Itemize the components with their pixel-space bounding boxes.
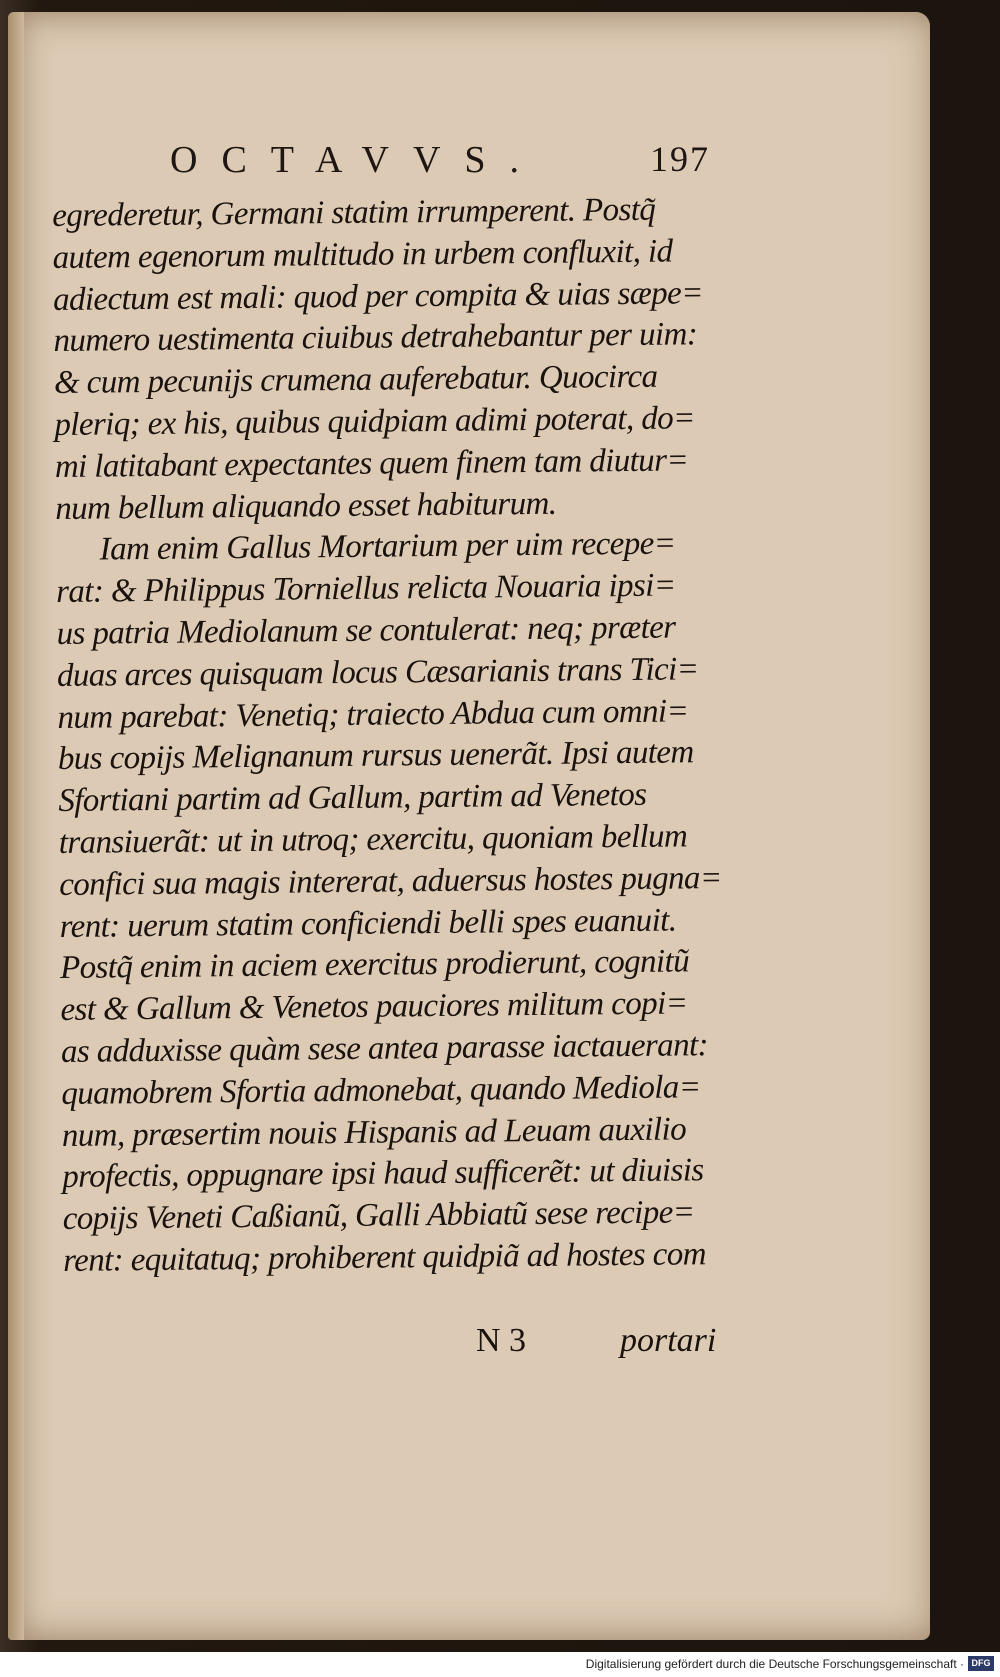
text-line: us patria Mediolanum se contulerat: neq; præter (56, 609, 676, 652)
body-text (52, 189, 743, 1283)
text-line: & cum pecunijs crumena auferebatur. Quocirca (53, 358, 658, 402)
text-line: rat: & Philippus Torniellus relicta Nouaria ipsi= (55, 567, 676, 611)
text-line: rent: equitatuq; prohiberent quidpiã ad hostes com (62, 1236, 707, 1279)
text-line: num bellum aliquando esset habiturum. (55, 485, 557, 527)
signature-mark: N 3 (476, 1322, 527, 1359)
text-line: profectis, oppugnare ipsi haud sufficerẽt: ut diuisis (62, 1152, 704, 1196)
text-line: est & Gallum & Venetos pauciores militum copi= (60, 985, 688, 1029)
text-line: num parebat: Venetiq; traiecto Abdua cum omni= (57, 692, 689, 736)
text-line: egrederetur, Germani statim irrumperent. Postq̃ (52, 191, 656, 234)
text-line: as adduxisse quàm sese antea parasse iactauerant: (60, 1027, 709, 1070)
digitization-credit-bar (0, 1652, 1000, 1677)
text-line: transiuerãt: ut in utroq; exercitu, quoniam bellum (58, 818, 688, 861)
text-line: pleriq; ex his, quibus quidpiam adimi poterat, do= (54, 400, 695, 443)
page-footer (476, 1322, 726, 1366)
running-head (170, 138, 710, 188)
text-line: duas arces quisquam locus Cæsarianis trans Tici= (56, 651, 699, 694)
paragraph-start-line: Iam enim Gallus Mortarium per uim recepe= (99, 525, 676, 568)
text-line: confici sua magis intererat, aduersus hostes pugna= (59, 859, 722, 903)
dfg-logo-icon: DFG (968, 1656, 994, 1671)
catchword: portari (620, 1322, 717, 1359)
text-line: quamobrem Sfortia admonebat, quando Mediola= (61, 1068, 701, 1112)
text-line: numero uestimenta ciuibus detrahebantur per uim: (53, 316, 698, 360)
text-line: Postq̃ enim in aciem exercitus prodierunt, cognitũ (59, 943, 690, 987)
text-line: copijs Veneti Caßianũ, Galli Abbiatũ sese recipe= (62, 1194, 695, 1238)
text-line: Sfortiani partim ad Gallum, partim ad Venetos (58, 776, 647, 820)
text-line: rent: uerum statim conficiendi belli spes euanuit. (59, 902, 677, 945)
page-number: 197 (650, 139, 710, 179)
text-line: autem egenorum multitudo in urbem confluxit, id (52, 233, 673, 276)
credit-text: Digitalisierung gefördert durch die Deutsche Forschungsgemeinschaft · (585, 1657, 964, 1671)
page-binding-edge (8, 12, 24, 1640)
text-line: bus copijs Melignanum rursus uenerãt. Ipsi autem (57, 734, 694, 778)
running-head-title: OCTAVVS. (170, 139, 544, 181)
text-line: adiectum est mali: quod per compita & uias sæpe= (52, 274, 703, 318)
text-line: num, præsertim nouis Hispanis ad Leuam auxilio (61, 1110, 687, 1154)
text-line: mi latitabant expectantes quem finem tam diutur= (54, 442, 689, 485)
